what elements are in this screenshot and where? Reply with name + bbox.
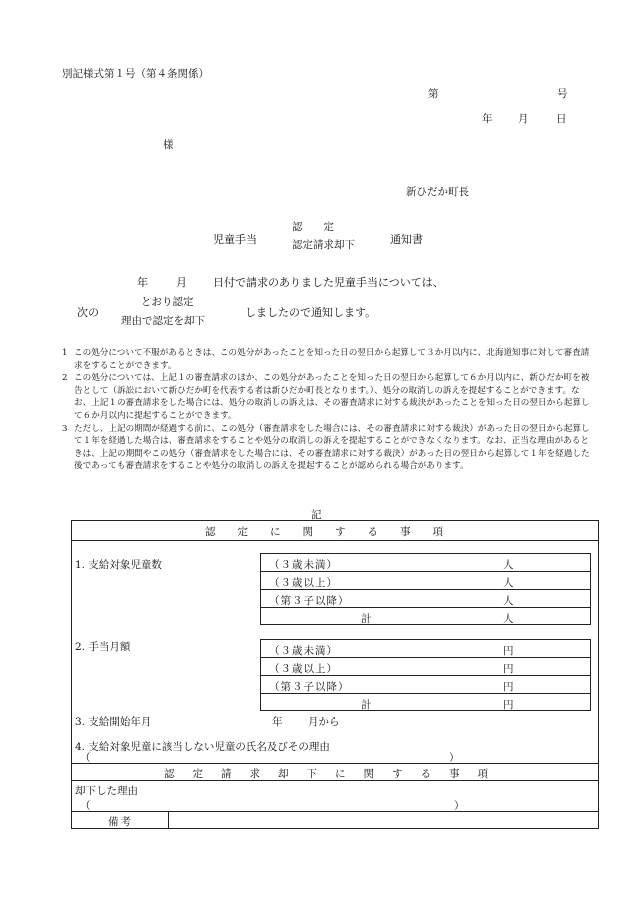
note-2 (62, 372, 592, 422)
item3-year: 年 (272, 716, 283, 728)
item4-paren-open: （ (80, 752, 91, 764)
date-month: 月 (518, 113, 529, 125)
row-label: 計 (361, 699, 373, 711)
item4-label: 4. 支給対象児童に該当しない児童の氏名及びその理由 (75, 741, 330, 753)
child-count-row (261, 572, 590, 590)
monthly-amount-box (260, 639, 591, 711)
rejection-paren-open: （ (80, 800, 91, 812)
row-unit: 人 (503, 559, 514, 571)
body-line1-text: 日付で請求のありました児童手当については、 (213, 276, 444, 289)
rejection-paren-close: ） (454, 800, 465, 812)
note-text: この処分については、上記１の審査請求のほか、この処分があったことを知った日の翌日から起算して６か月以内に、新ひだか町を被告として（訴訟において新ひだか町を代表する者は新ひだか町長となります。）、処分の取消しの訴えを提起することができます。なお、上記１の審査請求をした場合には、処分の取消しの訴えは、その審査請求に対する裁決があったことを知った日の翌日から起算して６か月以内に提起することができます。 (74, 373, 590, 421)
row-unit: 円 (503, 663, 514, 675)
row-label: （３歳未満） (269, 645, 338, 657)
child-count-row (261, 608, 590, 626)
child-count-row (261, 590, 590, 608)
note-text: この処分について不服があるときは、この処分があったことを知った日の翌日から起算して３か月以内に、北海道知事に対して審査請求をすることができます。 (74, 348, 590, 371)
date-year: 年 (482, 113, 493, 125)
item3-label: 3. 支給開始年月 (75, 716, 152, 728)
row-unit: 人 (503, 613, 514, 625)
child-count-box (260, 553, 591, 625)
approval-header: 認定に関する事項 (205, 526, 465, 538)
child-count-row (261, 554, 590, 572)
remarks-label: 備考 (108, 816, 133, 828)
title-left: 児童手当 (213, 233, 257, 246)
note-number: 3 (62, 423, 68, 434)
ki-mark: 記 (311, 509, 322, 521)
row-label: （３歳未満） (269, 559, 338, 571)
row-unit: 人 (503, 577, 514, 589)
details-table (71, 520, 599, 829)
amount-row (261, 658, 590, 676)
rejection-header: 認定請求却下に関する事項 (164, 768, 506, 780)
title-option-reject: 認定請求却下 (292, 239, 355, 251)
note-text: ただし、上記の期間が経過する前に、この処分（審査請求をした場合には、その審査請求に対する裁決）があった日の翌日から起算して１年を経過した場合は、審査請求をすることや処分の取消しの訴えを提起することができなくなります。なお、正当な理由があるときは、上記の期間やこの処分（審査請求をした場合には、その審査請求に対する裁決）があった日の翌日から起算して１年を経過した後であっても審査請求をすることや処分の取消しの訴えを提起することが認められる場合があります。 (74, 423, 590, 472)
row-label: 計 (361, 613, 373, 625)
title-option-approve: 認 定 (292, 221, 334, 233)
item4-paren-close: ） (449, 752, 460, 764)
addressee-suffix: 様 (163, 139, 174, 151)
rejection-label: 却下した理由 (75, 785, 138, 797)
note-1 (62, 347, 592, 372)
body-year: 年 (137, 276, 148, 289)
row-label: （３歳以上） (269, 577, 338, 589)
body-option-approve: とおり認定 (141, 296, 194, 308)
body-month: 月 (176, 276, 187, 289)
row-unit: 円 (503, 681, 514, 693)
amount-row (261, 676, 590, 694)
row-label: （第３子以降） (269, 681, 350, 693)
body-option-reject: 理由で認定を却下 (121, 315, 205, 327)
item1-label: 1. 支給対象児童数 (75, 559, 162, 571)
note-3 (62, 423, 592, 473)
body-line2-prefix: 次の (77, 306, 99, 319)
note-number: 2 (62, 373, 68, 384)
date-day: 日 (556, 113, 567, 125)
item2-label: 2. 手当月額 (75, 641, 131, 653)
number-prefix: 第 (428, 88, 439, 100)
row-unit: 円 (503, 699, 514, 711)
amount-row (261, 694, 590, 712)
note-number: 1 (62, 348, 68, 358)
notes (62, 347, 592, 473)
title-right: 通知書 (390, 233, 423, 246)
issuer: 新ひだか町長 (406, 186, 469, 198)
body-line2-suffix: しましたので通知します。 (245, 306, 377, 319)
form-label: 別記様式第１号（第４条関係） (62, 68, 209, 80)
item3-month: 月から (308, 716, 340, 728)
row-label: （第３子以降） (269, 595, 350, 607)
row-unit: 人 (503, 595, 514, 607)
row-unit: 円 (503, 645, 514, 657)
row-label: （３歳以上） (269, 663, 338, 675)
number-suffix: 号 (557, 88, 568, 100)
amount-row (261, 640, 590, 658)
